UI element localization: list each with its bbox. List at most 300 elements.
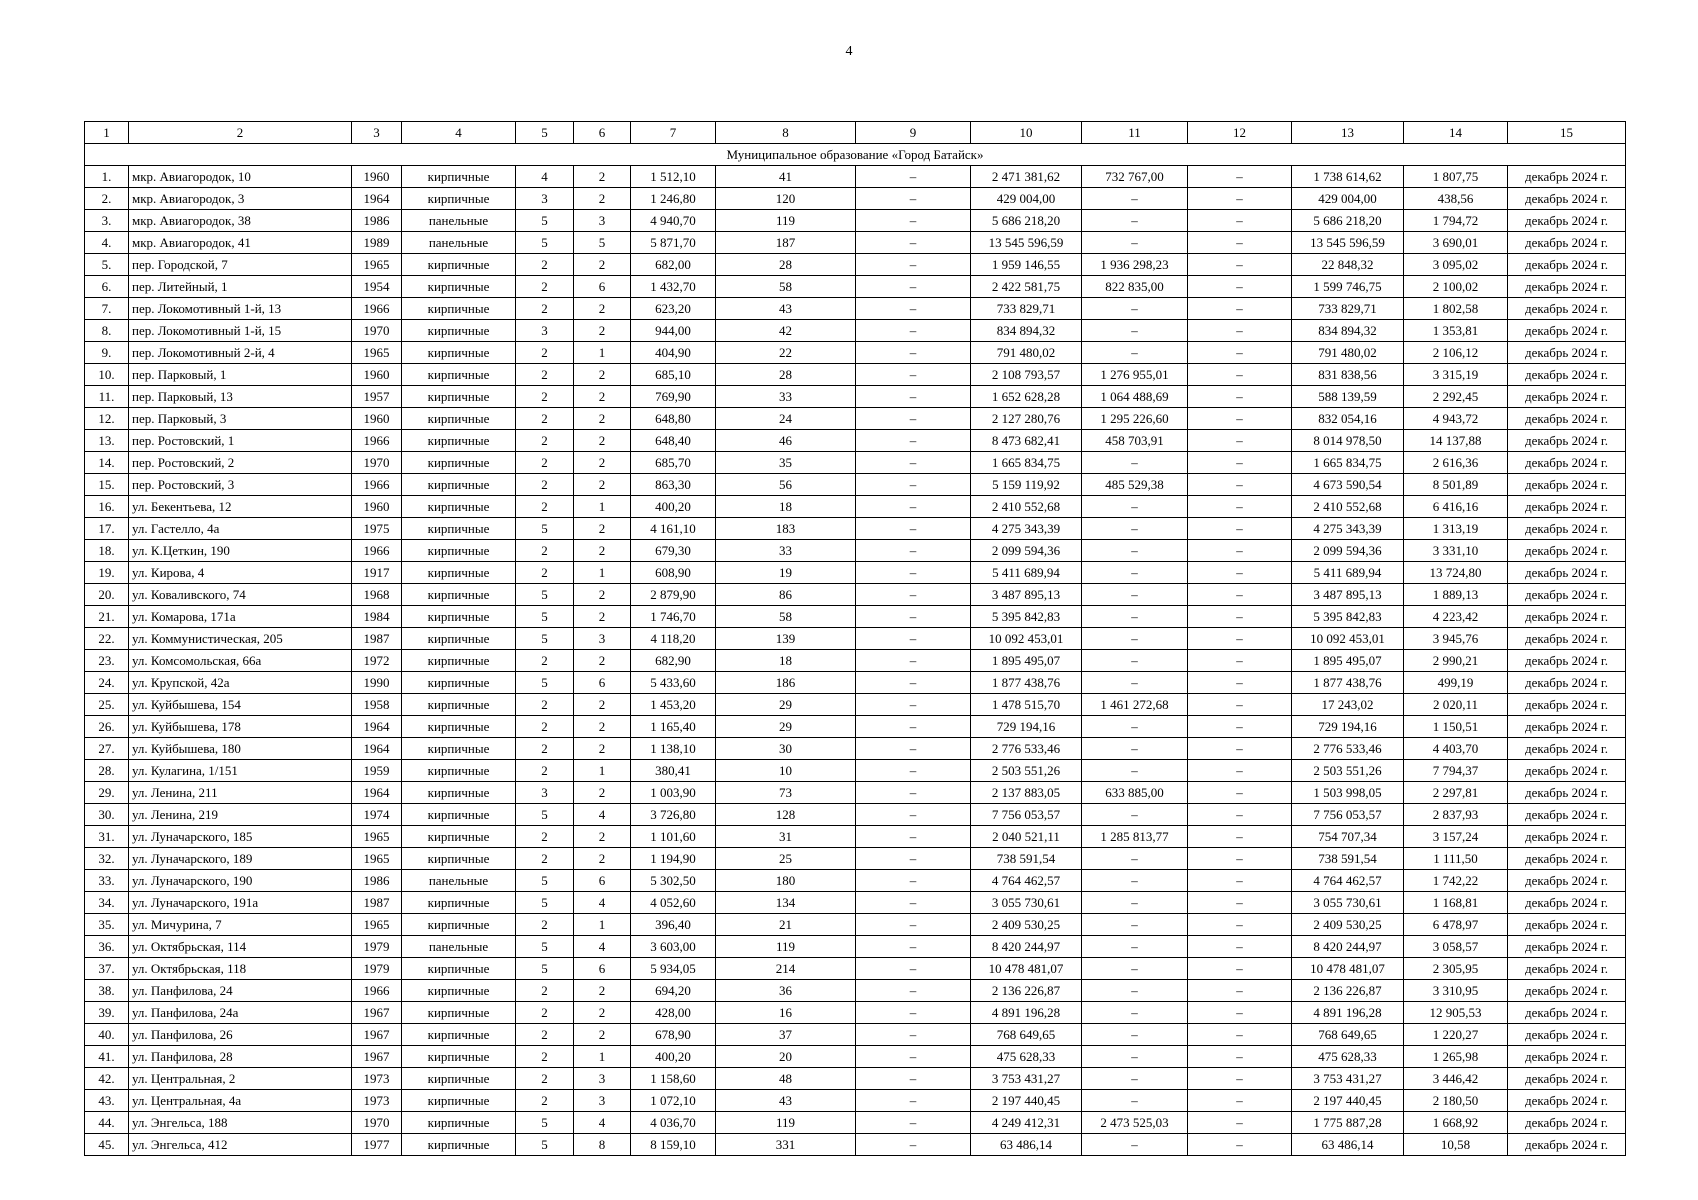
table-cell: 22. xyxy=(85,628,129,650)
table-row xyxy=(85,430,1626,452)
table-cell: 34. xyxy=(85,892,129,914)
table-cell: 633 885,00 xyxy=(1082,782,1188,804)
table-cell: 2 197 440,45 xyxy=(971,1090,1082,1112)
header-cell: 8 xyxy=(716,122,856,144)
table-cell: 1 246,80 xyxy=(631,188,716,210)
table-cell: кирпичные xyxy=(402,1024,516,1046)
table-cell: 863,30 xyxy=(631,474,716,496)
table-cell: 1 895 495,07 xyxy=(971,650,1082,672)
table-cell: 2 127 280,76 xyxy=(971,408,1082,430)
table-cell: декабрь 2024 г. xyxy=(1508,1090,1626,1112)
table-cell: 1 285 813,77 xyxy=(1082,826,1188,848)
table-cell: 2 xyxy=(574,408,631,430)
table-cell: 2 503 551,26 xyxy=(971,760,1082,782)
table-cell: декабрь 2024 г. xyxy=(1508,474,1626,496)
table-cell: 28 xyxy=(716,254,856,276)
table-cell: декабрь 2024 г. xyxy=(1508,518,1626,540)
table-cell: 3 315,19 xyxy=(1404,364,1508,386)
header-cell: 14 xyxy=(1404,122,1508,144)
table-cell: – xyxy=(856,606,971,628)
table-cell: – xyxy=(1082,188,1188,210)
table-cell: 2 xyxy=(516,980,574,1002)
table-cell: – xyxy=(856,650,971,672)
header-cell: 3 xyxy=(352,122,402,144)
table-cell: 36 xyxy=(716,980,856,1002)
table-cell: – xyxy=(856,298,971,320)
table-cell: 3 753 431,27 xyxy=(971,1068,1082,1090)
table-cell: – xyxy=(1188,1090,1292,1112)
table-cell: 5 159 119,92 xyxy=(971,474,1082,496)
table-cell: – xyxy=(1188,782,1292,804)
table-cell: 1975 xyxy=(352,518,402,540)
table-cell: 2 040 521,11 xyxy=(971,826,1082,848)
table-cell: 10 xyxy=(716,760,856,782)
table-cell: 729 194,16 xyxy=(971,716,1082,738)
table-cell: 2 xyxy=(516,562,574,584)
table-cell: – xyxy=(1188,166,1292,188)
table-cell: 27. xyxy=(85,738,129,760)
table-cell: кирпичные xyxy=(402,672,516,694)
table-cell: декабрь 2024 г. xyxy=(1508,870,1626,892)
table-row xyxy=(85,936,1626,958)
table-cell: 3 446,42 xyxy=(1404,1068,1508,1090)
table-cell: – xyxy=(1082,628,1188,650)
table-cell: декабрь 2024 г. xyxy=(1508,1002,1626,1024)
table-cell: – xyxy=(1188,1046,1292,1068)
table-cell: – xyxy=(856,386,971,408)
table-cell: 682,90 xyxy=(631,650,716,672)
table-cell: 17. xyxy=(85,518,129,540)
table-cell: 2 106,12 xyxy=(1404,342,1508,364)
table-cell: 768 649,65 xyxy=(1292,1024,1404,1046)
table-cell: декабрь 2024 г. xyxy=(1508,298,1626,320)
table-cell: – xyxy=(1188,694,1292,716)
table-cell: – xyxy=(1188,210,1292,232)
table-cell: декабрь 2024 г. xyxy=(1508,496,1626,518)
table-cell: 1966 xyxy=(352,298,402,320)
table-cell: ул. Луначарского, 189 xyxy=(129,848,352,870)
table-cell: 1 353,81 xyxy=(1404,320,1508,342)
table-cell: 36. xyxy=(85,936,129,958)
table-cell: – xyxy=(1188,430,1292,452)
table-cell: 6 478,97 xyxy=(1404,914,1508,936)
table-cell: – xyxy=(1188,320,1292,342)
table-cell: 1 072,10 xyxy=(631,1090,716,1112)
table-cell: – xyxy=(856,276,971,298)
table-cell: пер. Локомотивный 1-й, 15 xyxy=(129,320,352,342)
table-cell: – xyxy=(856,672,971,694)
table-cell: 19. xyxy=(85,562,129,584)
table-cell: декабрь 2024 г. xyxy=(1508,672,1626,694)
table-cell: – xyxy=(1188,474,1292,496)
table-cell: кирпичные xyxy=(402,496,516,518)
table-cell: 4 275 343,39 xyxy=(1292,518,1404,540)
header-cell: 6 xyxy=(574,122,631,144)
table-row xyxy=(85,1090,1626,1112)
table-cell: – xyxy=(1188,298,1292,320)
table-cell: 1 168,81 xyxy=(1404,892,1508,914)
table-cell: кирпичные xyxy=(402,166,516,188)
table-cell: 1 668,92 xyxy=(1404,1112,1508,1134)
table-cell: кирпичные xyxy=(402,826,516,848)
table-cell: 1973 xyxy=(352,1090,402,1112)
table-cell: 22 848,32 xyxy=(1292,254,1404,276)
table-row xyxy=(85,1134,1626,1156)
table-cell: 648,40 xyxy=(631,430,716,452)
table-cell: ул. Луначарского, 191а xyxy=(129,892,352,914)
table-cell: – xyxy=(1188,848,1292,870)
table-cell: 139 xyxy=(716,628,856,650)
table-cell: пер. Парковый, 3 xyxy=(129,408,352,430)
table-cell: ул. Луначарского, 185 xyxy=(129,826,352,848)
table-cell: декабрь 2024 г. xyxy=(1508,1046,1626,1068)
table-cell: – xyxy=(1082,1046,1188,1068)
table-cell: 1 138,10 xyxy=(631,738,716,760)
table-cell: 831 838,56 xyxy=(1292,364,1404,386)
table-cell: кирпичные xyxy=(402,540,516,562)
table-cell: 1966 xyxy=(352,980,402,1002)
table-cell: 3 487 895,13 xyxy=(971,584,1082,606)
table-cell: 30. xyxy=(85,804,129,826)
table-cell: – xyxy=(1082,716,1188,738)
table-cell: 1 877 438,76 xyxy=(1292,672,1404,694)
table-cell: ул. Октябрьская, 118 xyxy=(129,958,352,980)
table-cell: – xyxy=(856,452,971,474)
table-cell: кирпичные xyxy=(402,628,516,650)
table-cell: кирпичные xyxy=(402,650,516,672)
table-cell: 1 165,40 xyxy=(631,716,716,738)
table-cell: 3 726,80 xyxy=(631,804,716,826)
table-cell: 2 099 594,36 xyxy=(971,540,1082,562)
table-cell: 2 137 883,05 xyxy=(971,782,1082,804)
table-cell: – xyxy=(1188,496,1292,518)
table-cell: 623,20 xyxy=(631,298,716,320)
table-cell: 33 xyxy=(716,540,856,562)
table-cell: 6 xyxy=(574,672,631,694)
table-cell: – xyxy=(856,518,971,540)
table-cell: 5 xyxy=(516,672,574,694)
table-cell: 24. xyxy=(85,672,129,694)
table-row xyxy=(85,298,1626,320)
table-cell: декабрь 2024 г. xyxy=(1508,892,1626,914)
table-cell: 1965 xyxy=(352,826,402,848)
table-cell: 2 xyxy=(574,782,631,804)
table-row xyxy=(85,188,1626,210)
table-cell: декабрь 2024 г. xyxy=(1508,166,1626,188)
section-row xyxy=(85,144,1626,166)
table-cell: 1 478 515,70 xyxy=(971,694,1082,716)
table-cell: – xyxy=(1082,210,1188,232)
table-cell: 1 xyxy=(574,562,631,584)
table-cell: 1968 xyxy=(352,584,402,606)
table-cell: 2 xyxy=(516,1090,574,1112)
table-row xyxy=(85,1068,1626,1090)
table-cell: 832 054,16 xyxy=(1292,408,1404,430)
table-cell: – xyxy=(1082,870,1188,892)
table-cell: 25. xyxy=(85,694,129,716)
table-cell: 5 xyxy=(516,870,574,892)
table-row xyxy=(85,1002,1626,1024)
table-cell: 6. xyxy=(85,276,129,298)
table-cell: 2 xyxy=(574,650,631,672)
table-cell: – xyxy=(1082,606,1188,628)
table-cell: 791 480,02 xyxy=(971,342,1082,364)
table-cell: 6 xyxy=(574,870,631,892)
table-cell: 15. xyxy=(85,474,129,496)
table-cell: 8. xyxy=(85,320,129,342)
table-cell: 1 889,13 xyxy=(1404,584,1508,606)
table-cell: – xyxy=(856,1068,971,1090)
table-cell: – xyxy=(1188,936,1292,958)
table-cell: 1972 xyxy=(352,650,402,672)
table-cell: ул. Бекентьева, 12 xyxy=(129,496,352,518)
header-cell: 2 xyxy=(129,122,352,144)
table-cell: 4 764 462,57 xyxy=(1292,870,1404,892)
table-cell: – xyxy=(856,958,971,980)
table-cell: 2 108 793,57 xyxy=(971,364,1082,386)
table-cell: 1 936 298,23 xyxy=(1082,254,1188,276)
table-row xyxy=(85,496,1626,518)
table-cell: ул. Коваливского, 74 xyxy=(129,584,352,606)
table-cell: – xyxy=(856,430,971,452)
header-cell: 11 xyxy=(1082,122,1188,144)
table-cell: – xyxy=(856,848,971,870)
table-cell: 2 422 581,75 xyxy=(971,276,1082,298)
table-cell: 5 xyxy=(516,1112,574,1134)
table-cell: – xyxy=(1082,958,1188,980)
table-cell: декабрь 2024 г. xyxy=(1508,760,1626,782)
table-cell: кирпичные xyxy=(402,892,516,914)
table-cell: 119 xyxy=(716,210,856,232)
table-cell: 738 591,54 xyxy=(971,848,1082,870)
table-cell: мкр. Авиагородок, 3 xyxy=(129,188,352,210)
table-row xyxy=(85,782,1626,804)
table-cell: 5. xyxy=(85,254,129,276)
table-cell: 729 194,16 xyxy=(1292,716,1404,738)
table-cell: 42. xyxy=(85,1068,129,1090)
table-cell: кирпичные xyxy=(402,1134,516,1156)
table-cell: кирпичные xyxy=(402,452,516,474)
table-cell: 754 707,34 xyxy=(1292,826,1404,848)
table-cell: кирпичные xyxy=(402,606,516,628)
table-cell: 35 xyxy=(716,452,856,474)
table-cell: 2 837,93 xyxy=(1404,804,1508,826)
table-cell: 1 746,70 xyxy=(631,606,716,628)
header-row xyxy=(85,122,1626,144)
table-cell: 29 xyxy=(716,694,856,716)
table-cell: 4 891 196,28 xyxy=(971,1002,1082,1024)
table-cell: 20. xyxy=(85,584,129,606)
table-cell: 8 473 682,41 xyxy=(971,430,1082,452)
table-row xyxy=(85,760,1626,782)
table-cell: 44. xyxy=(85,1112,129,1134)
table-cell: мкр. Авиагородок, 38 xyxy=(129,210,352,232)
table-cell: 1 794,72 xyxy=(1404,210,1508,232)
table-cell: кирпичные xyxy=(402,518,516,540)
table-cell: 8 014 978,50 xyxy=(1292,430,1404,452)
table-cell: 6 xyxy=(574,958,631,980)
table-cell: 4 940,70 xyxy=(631,210,716,232)
table-cell: – xyxy=(1188,1024,1292,1046)
table-cell: – xyxy=(856,1024,971,1046)
table-cell: – xyxy=(1188,254,1292,276)
table-cell: 380,41 xyxy=(631,760,716,782)
table-cell: – xyxy=(1082,518,1188,540)
table-cell: 10 092 453,01 xyxy=(1292,628,1404,650)
table-cell: ул. Ленина, 219 xyxy=(129,804,352,826)
table-cell: 2 xyxy=(574,826,631,848)
table-cell: ул. Мичурина, 7 xyxy=(129,914,352,936)
table-cell: 679,30 xyxy=(631,540,716,562)
table-cell: 3 157,24 xyxy=(1404,826,1508,848)
table-cell: 56 xyxy=(716,474,856,496)
table-cell: 1960 xyxy=(352,166,402,188)
table-cell: – xyxy=(856,562,971,584)
table-cell: – xyxy=(1188,804,1292,826)
table-cell: 8 159,10 xyxy=(631,1134,716,1156)
table-cell: 4 xyxy=(516,166,574,188)
table-cell: – xyxy=(1082,1024,1188,1046)
table-cell: 2 xyxy=(574,716,631,738)
header-cell: 15 xyxy=(1508,122,1626,144)
table-cell: 5 302,50 xyxy=(631,870,716,892)
table-cell: 1 895 495,07 xyxy=(1292,650,1404,672)
table-cell: 2 xyxy=(574,166,631,188)
table-cell: декабрь 2024 г. xyxy=(1508,320,1626,342)
table-cell: 1987 xyxy=(352,628,402,650)
table-cell: 2 xyxy=(516,298,574,320)
table-cell: 43 xyxy=(716,1090,856,1112)
table-cell: 2 180,50 xyxy=(1404,1090,1508,1112)
table-cell: – xyxy=(856,628,971,650)
header-cell: 9 xyxy=(856,122,971,144)
table-cell: 3 487 895,13 xyxy=(1292,584,1404,606)
table-cell: мкр. Авиагородок, 41 xyxy=(129,232,352,254)
table-cell: 2 xyxy=(574,364,631,386)
table-cell: 2 xyxy=(516,914,574,936)
table-cell: 11. xyxy=(85,386,129,408)
table-row xyxy=(85,452,1626,474)
table-cell: 5 411 689,94 xyxy=(1292,562,1404,584)
table-cell: 1 453,20 xyxy=(631,694,716,716)
table-cell: ул. Гастелло, 4а xyxy=(129,518,352,540)
table-cell: – xyxy=(1188,188,1292,210)
table-cell: декабрь 2024 г. xyxy=(1508,650,1626,672)
table-cell: 186 xyxy=(716,672,856,694)
table-cell: 1 512,10 xyxy=(631,166,716,188)
table-cell: 2 471 381,62 xyxy=(971,166,1082,188)
table-cell: 2 197 440,45 xyxy=(1292,1090,1404,1112)
table-cell: – xyxy=(1082,848,1188,870)
table-cell: кирпичные xyxy=(402,716,516,738)
table-cell: 5 433,60 xyxy=(631,672,716,694)
table-cell: 822 835,00 xyxy=(1082,276,1188,298)
table-cell: – xyxy=(1188,1068,1292,1090)
table-cell: 1960 xyxy=(352,364,402,386)
table-cell: 7. xyxy=(85,298,129,320)
table-cell: 41. xyxy=(85,1046,129,1068)
table-cell: – xyxy=(856,914,971,936)
table-cell: 120 xyxy=(716,188,856,210)
table-cell: 499,19 xyxy=(1404,672,1508,694)
table-cell: 2 410 552,68 xyxy=(1292,496,1404,518)
table-cell: – xyxy=(1188,452,1292,474)
table-cell: 1957 xyxy=(352,386,402,408)
table-cell: 2 292,45 xyxy=(1404,386,1508,408)
table-cell: 1 xyxy=(574,342,631,364)
table-cell: – xyxy=(856,1112,971,1134)
table-cell: 22 xyxy=(716,342,856,364)
table-cell: 2 100,02 xyxy=(1404,276,1508,298)
table-cell: 63 486,14 xyxy=(971,1134,1082,1156)
table-cell: 4 891 196,28 xyxy=(1292,1002,1404,1024)
table-cell: – xyxy=(856,980,971,1002)
table-cell: ул. Куйбышева, 178 xyxy=(129,716,352,738)
table-cell: 1 101,60 xyxy=(631,826,716,848)
table-cell: – xyxy=(856,408,971,430)
table-cell: 2 xyxy=(574,848,631,870)
table-cell: 1 194,90 xyxy=(631,848,716,870)
table-cell: 475 628,33 xyxy=(971,1046,1082,1068)
table-cell: 4 xyxy=(574,804,631,826)
table-cell: – xyxy=(1188,760,1292,782)
table-cell: – xyxy=(1082,540,1188,562)
table-cell: 14. xyxy=(85,452,129,474)
table-cell: 40. xyxy=(85,1024,129,1046)
table-cell: 2 xyxy=(516,716,574,738)
table-cell: 2 xyxy=(574,1002,631,1024)
table-cell: 38. xyxy=(85,980,129,1002)
table-cell: 2 776 533,46 xyxy=(1292,738,1404,760)
table-cell: – xyxy=(1188,826,1292,848)
table-cell: 2 099 594,36 xyxy=(1292,540,1404,562)
table-cell: 48 xyxy=(716,1068,856,1090)
table-cell: 1917 xyxy=(352,562,402,584)
table-cell: – xyxy=(1082,1002,1188,1024)
table-cell: 648,80 xyxy=(631,408,716,430)
table-cell: 1977 xyxy=(352,1134,402,1156)
table-cell: – xyxy=(1188,364,1292,386)
table-cell: кирпичные xyxy=(402,1002,516,1024)
table-cell: 2 xyxy=(516,474,574,496)
table-cell: 3 603,00 xyxy=(631,936,716,958)
table-row xyxy=(85,1112,1626,1134)
table-cell: 10. xyxy=(85,364,129,386)
table-cell: – xyxy=(856,716,971,738)
table-cell: 5 xyxy=(516,232,574,254)
table-row xyxy=(85,166,1626,188)
table-cell: кирпичные xyxy=(402,782,516,804)
table-cell: 21 xyxy=(716,914,856,936)
table-cell: 1965 xyxy=(352,254,402,276)
table-cell: ул. Куйбышева, 154 xyxy=(129,694,352,716)
table-cell: 685,10 xyxy=(631,364,716,386)
table-cell: 1 775 887,28 xyxy=(1292,1112,1404,1134)
table-cell: 43 xyxy=(716,298,856,320)
table-cell: 738 591,54 xyxy=(1292,848,1404,870)
table-cell: 18. xyxy=(85,540,129,562)
table-cell: 4 673 590,54 xyxy=(1292,474,1404,496)
table-cell: 31. xyxy=(85,826,129,848)
table-cell: – xyxy=(1188,914,1292,936)
table-cell: 1979 xyxy=(352,936,402,958)
table-cell: 2 136 226,87 xyxy=(971,980,1082,1002)
table-cell: 1 877 438,76 xyxy=(971,672,1082,694)
table-cell: 13. xyxy=(85,430,129,452)
table-cell: 39. xyxy=(85,1002,129,1024)
table-cell: 5 xyxy=(516,606,574,628)
table-cell: – xyxy=(1082,232,1188,254)
